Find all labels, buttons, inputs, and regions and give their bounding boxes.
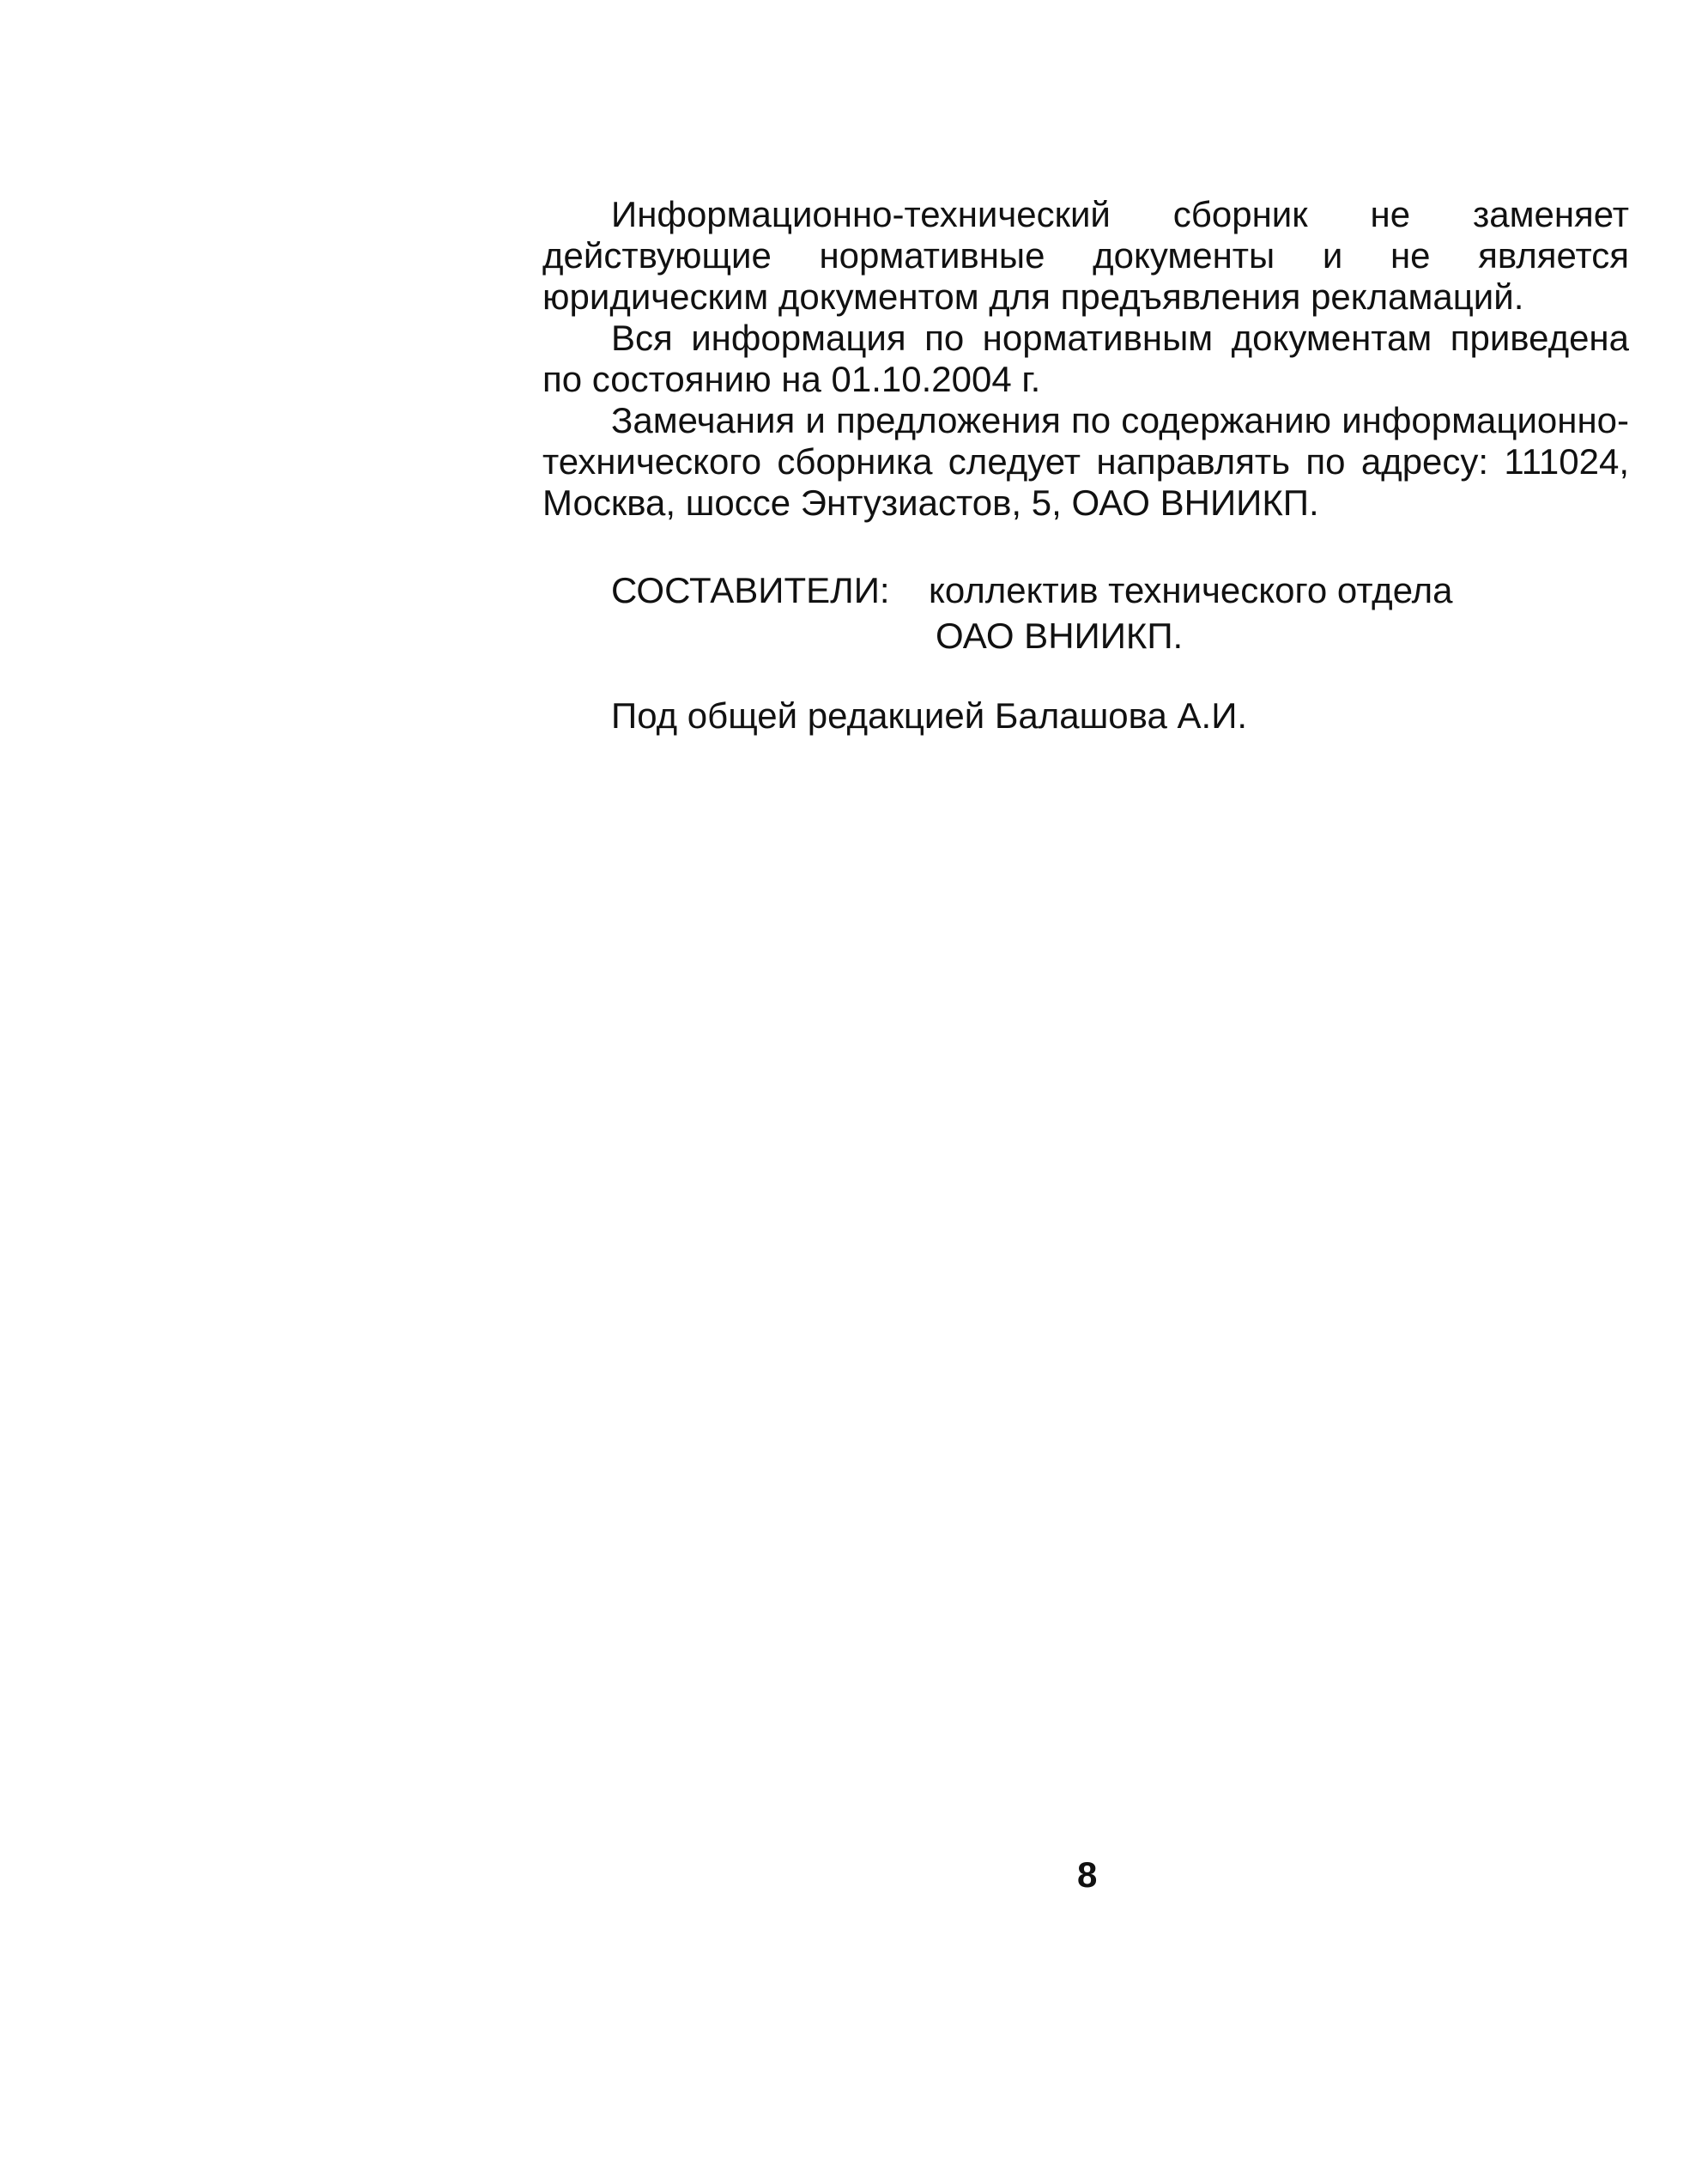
- paragraph-feedback-address: Замечания и предложения по содержанию информационно-технического сборника следует направлять по адресу: 111024, Москва, шоссе Энтузиастов, 5, ОАО ВНИИКП.: [542, 400, 1629, 523]
- notice-text: [542, 194, 1629, 524]
- compilers-line-1: коллектив технического отдела: [929, 570, 1453, 610]
- paragraph-disclaimer: Информационно-технический сборник не заменяет действующие нормативные документы и не является юридическим документом для предъявления рекламаций.: [542, 194, 1629, 317]
- page-number: 8: [1077, 1854, 1098, 1895]
- compilers-line-2: ОАО ВНИИКП.: [936, 616, 1184, 656]
- paragraph-status-date: Вся информация по нормативным документам приведена по состоянию на 01.10.2004 г.: [542, 318, 1629, 399]
- general-editor-line: Под общей редакцией Балашова А.И.: [611, 695, 1248, 736]
- compilers-label: СОСТАВИТЕЛИ:: [611, 570, 890, 610]
